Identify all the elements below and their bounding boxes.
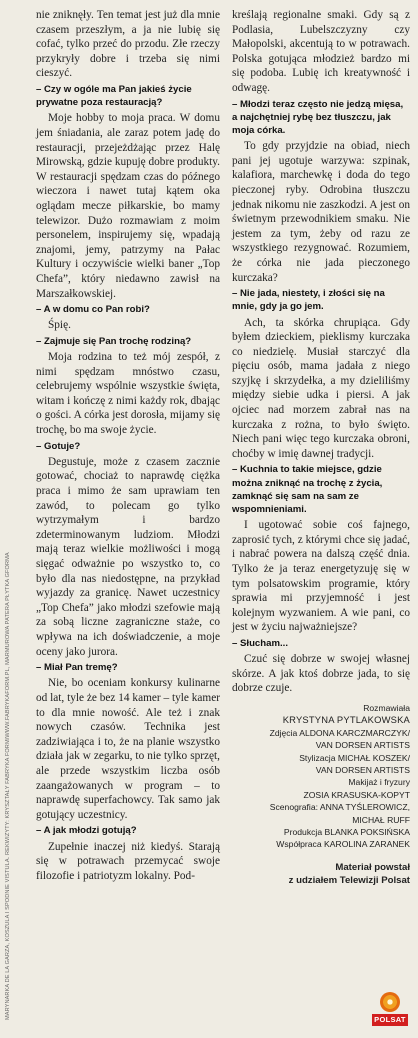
polsat-logo-text: POLSAT bbox=[372, 1014, 408, 1026]
paragraph: Moja rodzina to też mój zespół, z nimi spędzam mnóstwo czasu, celebrujemy wspólnie wszystkie święta, witam i kończę z nimi każdy rok, dbając o gości. A córka jest dorosła, mijamy się trochę, bo ma swoje życie. bbox=[36, 351, 220, 437]
paragraph: kreślają regionalne smaki. Gdy są z Podlasia, Lubelszczyzny czy Małopolski, akcentują to w potrawach. Polska gotująca młodzież bardzo mi się podoba. Lubię ich kreatywność i odwagę. bbox=[232, 9, 410, 94]
credit-styling-agency: VAN DORSEN ARTISTS bbox=[315, 765, 410, 776]
polsat-sun-icon bbox=[380, 992, 400, 1012]
paragraph: Degustuje, może z czasem zacznie gotować, chociaż to naprawdę ciężka praca i mimo że sam uprawiam ten zawód, to polecam go tylko wytrzymałym i bardzo zdeterminowanym ludziom. Młodzi mają teraz wielkie możliwości i mogą sięgać odważnie po wszystko to, co było dla nas niedostępne, na przykład wyjazdy za granicę. Nawet uczestnicy „Top Chefa” jako młodzi szefowie mają za sobą liczne zagraniczne staże, co wpływa na ich doświadczenie, a moje oceny jako jurora. bbox=[36, 455, 220, 658]
credit-makeup-name: ZOSIA KRASUSKA-KOPYT bbox=[303, 789, 410, 800]
interview-question: – Kuchnia to takie miejsce, gdzie można zniknąć na trochę z życia, zamknąć się sam na sam ze wspomnieniami. bbox=[232, 464, 383, 516]
paragraph: Śpię. bbox=[48, 319, 71, 332]
credit-styling: Stylizacja MICHAŁ KOSZEK/ bbox=[299, 752, 410, 763]
material-note-line1: Materiał powstał bbox=[335, 861, 410, 873]
interview-question: – Czy w ogóle ma Pan jakieś życie prywatne poza restauracją? bbox=[36, 83, 192, 109]
credit-scenography-2: MICHAŁ RUFF bbox=[352, 814, 410, 825]
paragraph: To gdy przyjdzie na obiad, niech pani jej ugotuje warzywa: szpinak, kalafiora, marchewkę i doda do tego pieczonej ryby. Odrobina tłuszczu jednak nikomu nie zaszkodzi. A jest on świetnym przewodnikiem smaku. Nie jestem za tym, żeby od razu ze wszystkiego rezygnować. Rozumiem, że córka nie jada pieczonego kurczaka? bbox=[232, 140, 410, 284]
photo-credit-text: MARYNARKA DE LA GARZA, KOSZULA I SPODNIE VISTULA. REKWIZYTY: KRYSZTAŁY FABRYKA FORM/WWW.FABRYKAFORM.PL, MARMUROWA PATERA PŁYTKA GFORMA bbox=[5, 552, 11, 1020]
interview-question: – Miał Pan tremę? bbox=[36, 662, 118, 674]
credit-interviewer-name: KRYSTYNA PYTLAKOWSKA bbox=[282, 714, 410, 726]
credit-interviewer-role: Rozmawiała bbox=[363, 703, 410, 713]
paragraph: nie zniknęły. Ten temat jest już dla mnie czasem przeszłym, a ja nie lubię się cofać, tylko przeć do przodu. Złe rzeczy przykryły dobre i trzeba się nimi cieszyć. bbox=[36, 9, 220, 80]
paragraph: I ugotować sobie coś fajnego, zaprosić tych, z którymi chce się jadać, i nabrać powera na dalszą część dnia. Tylko że ja teraz energetyzuję się w tym polsatowskim programie, który sprawia mi przyjemność i jest kolejnym wyzwaniem. A wie pani, co jest w życiu najważniejsze? bbox=[232, 519, 410, 634]
paragraph: Ach, ta skórka chrupiąca. Gdy byłem dzieckiem, pieklismy kurczaka co niedzielę. Musiał starczyć dla pięciu osób, mama jadała z niego szyjkę i skrzydełka, a my dzieliliśmy między siebie udka i piersi. A jak ojciec nad morzem zabrał nas na kurczaka z rożna, to było święto. Niech pani więc tego kurczaka obroni, choćby w imię dawnej tradycji. bbox=[232, 316, 410, 460]
interview-question: – A w domu co Pan robi? bbox=[36, 304, 150, 316]
credit-cooperation: Współpraca KAROLINA ZARANEK bbox=[276, 839, 410, 850]
credit-makeup-role: Makijaż i fryzury bbox=[348, 777, 410, 788]
interview-question: – Nie jada, niestety, i złości się na mnie, gdy ja go jem. bbox=[232, 288, 385, 313]
interview-question: – Zajmuje się Pan trochę rodziną? bbox=[36, 335, 192, 347]
polsat-logo bbox=[372, 992, 408, 1032]
interview-question: – A jak młodzi gotują? bbox=[36, 825, 137, 837]
credits-block bbox=[232, 702, 410, 887]
interview-question: – Słucham... bbox=[232, 638, 288, 650]
material-note-line2: z udziałem Telewizji Polsat bbox=[288, 874, 410, 886]
paragraph: Moje hobby to moja praca. W domu jem śniadania, ale zaraz potem jadę do restauracji, przejeżdżając przez Halę Mirowską, gdzie kupuję dobre produkty. W restauracji spędzam czas do późnego wieczora i nawet tutaj kątem oka oglądam mecze piłkarskie, bo mamy telewizor. Dużo rozmawiam z moim personelem, inspirujemy się, wpadają znajomi, jemy, patrzymy na Pałac Kultury i oczywiście wielki baner „Top Chefa”, który niedawno zawisł na Marszałkowskiej. bbox=[36, 112, 220, 300]
credit-scenography: Scenografia: ANNA TYŚLEROWICZ, bbox=[269, 802, 410, 813]
photo-credit-vertical bbox=[2, 540, 12, 1020]
article-right-column bbox=[232, 8, 410, 887]
paragraph: Czuć się dobrze w swojej własnej skórze. A jak ktoś dobrze jada, to się dobrze czuje. bbox=[232, 653, 410, 695]
paragraph: Nie, bo oceniam konkursy kulinarne od lat, tyle że bez 14 kamer – tyle kamer to dla mnie nowość. Ale też i znak nowych czasów. Technika jest zadziwiająca i to, że na planie wszystko działa jak w zegarku, to nie tylko sprzęt, ale przede wszystkim liczba osób zaangażowanych w program – to naprawdę superfachowcy. Tak samo jak gotujący uczestnicy. bbox=[36, 677, 220, 821]
interview-question: – Gotuje? bbox=[36, 440, 81, 452]
article-left-column bbox=[36, 8, 220, 885]
credit-photos: Zdjęcia ALDONA KARCZMARCZYK/ bbox=[269, 727, 410, 738]
interview-question: – Młodzi teraz często nie jedzą mięsa, a najchętniej rybę bez tłuszczu, jak moja córka. bbox=[232, 98, 404, 136]
paragraph: Zupełnie inaczej niż kiedyś. Starają się w potrawach przemycać swoje filozofie i patriotyzm lokalny. Pod- bbox=[36, 840, 220, 882]
credit-photos-agency: VAN DORSEN ARTISTS bbox=[315, 740, 410, 751]
credit-production: Produkcja BLANKA POKSIŃSKA bbox=[283, 827, 410, 838]
